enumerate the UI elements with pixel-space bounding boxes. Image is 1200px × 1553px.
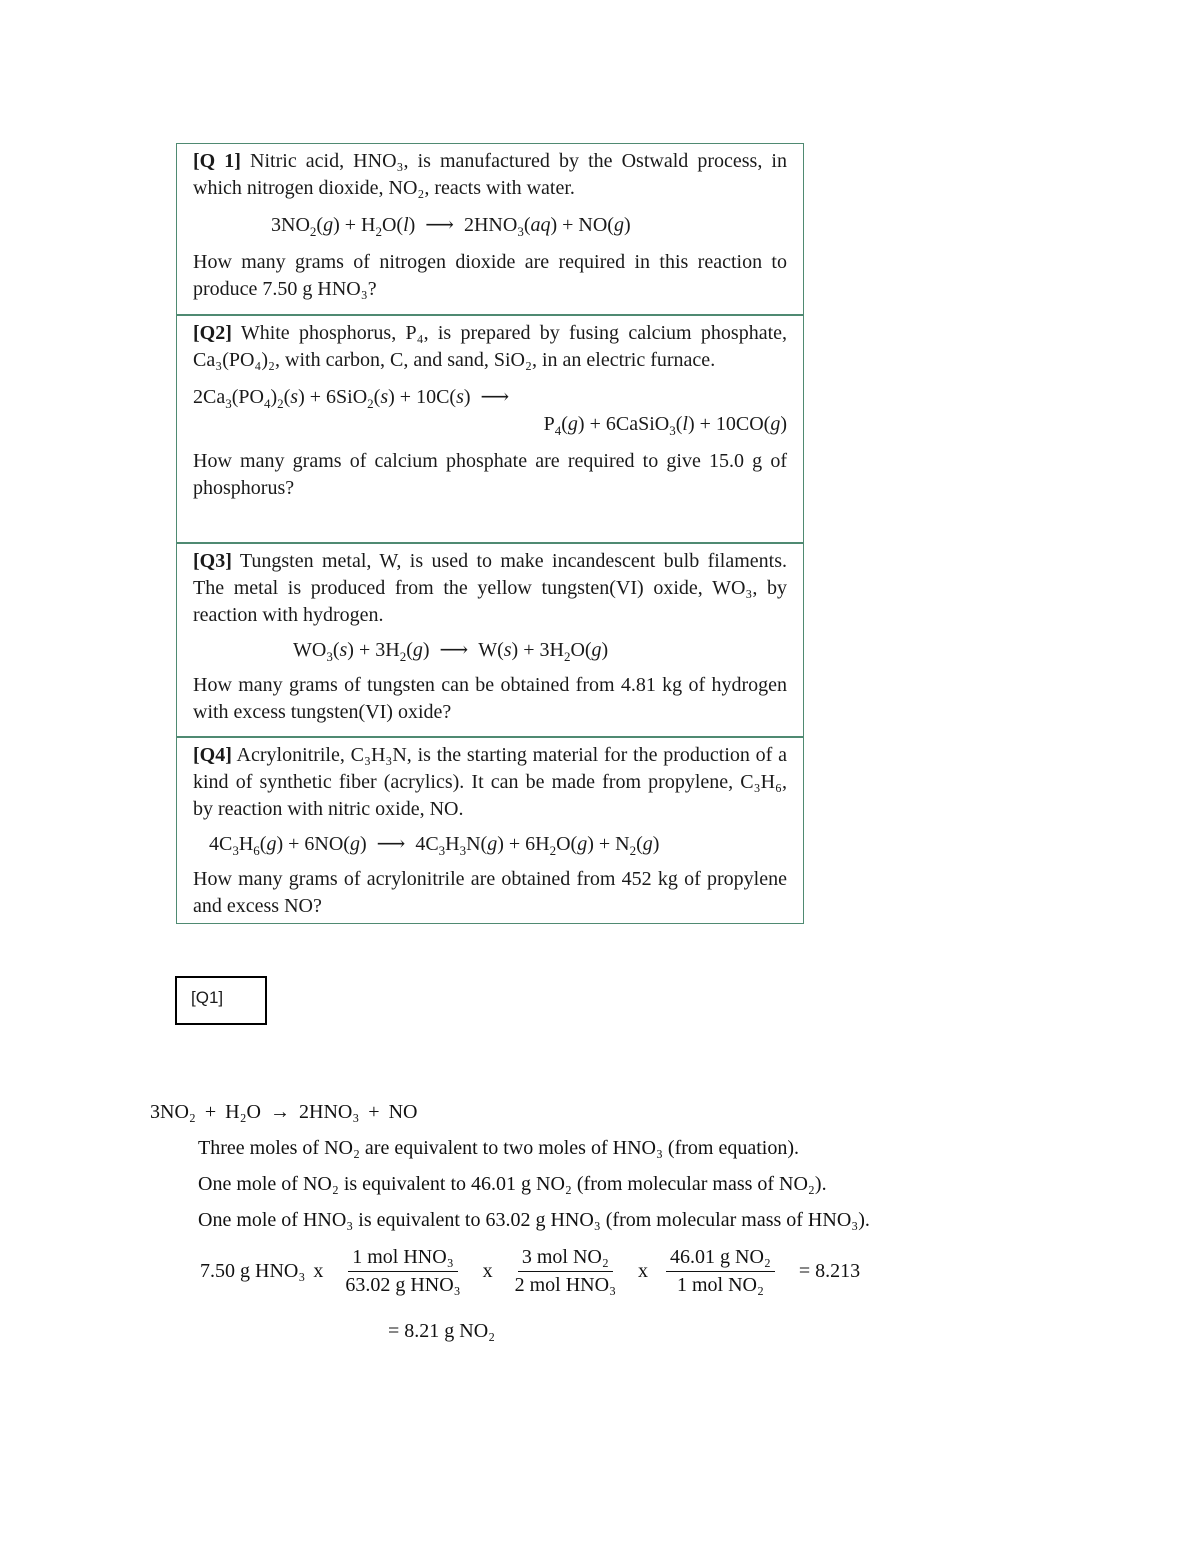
question-1-equation: $3NO_2(g) + H_2O(l)$ ⟶ $2HNO_3(aq) + NO(g)$	[271, 214, 631, 239]
solution-line-3: One mole of HNO₃ is equivalent to 63.02 g HNO₃ (from molecular mass of HNO₃).	[198, 1209, 870, 1231]
fraction-1	[341, 1246, 464, 1297]
solution-line-1: Three moles of NO₂ are equivalent to two moles of HNO₃ (from equation).	[198, 1137, 799, 1159]
fraction-3-numerator: 46.01 g NO₂	[666, 1246, 775, 1272]
question-3-equation: $WO_3(s) + 3H_2(g)$ ⟶ $W(s) + 3H_2O(g)$	[293, 639, 609, 664]
times-sign: x	[313, 1260, 324, 1282]
question-1-tag: [Q 1]	[193, 150, 241, 172]
question-4-box	[176, 737, 804, 924]
question-2-equation-line1: $2Ca_3(PO_4)_2(s) + 6SiO_2(s) + 10C(s)$ ⟶	[193, 386, 510, 411]
question-1-prompt: How many grams of nitrogen dioxide are required in this reaction to produce 7.50 g HNO₃?	[193, 251, 787, 300]
question-4-intro: [Q4] Acrylonitrile, C₃H₃N, is the starting material for the production of a kind of synthetic fiber (acrylics). It can be made from propylene, C₃H₆, by reaction with nitric oxide, NO.	[193, 744, 787, 820]
fraction-2	[511, 1246, 620, 1297]
calc-result: = 8.213	[798, 1260, 861, 1282]
solution-equation: 3NO₂ + H₂O → 2HNO₃ + NO	[150, 1101, 418, 1123]
question-2-equation-line2: $P_4(g)$ + 6CaSiO$_3$(l) + 10CO(g)	[543, 413, 787, 438]
question-2-box	[176, 315, 804, 543]
question-3-intro: [Q3] Tungsten metal, W, is used to make incandescent bulb filaments. The metal is produced from the yellow tungsten(VI) oxide, WO₃, by reaction with hydrogen.	[193, 550, 787, 626]
question-1-box	[176, 143, 804, 315]
question-4-prompt: How many grams of acrylonitrile are obtained from 452 kg of propylene and excess NO?	[193, 868, 787, 917]
fraction-1-denominator: 63.02 g HNO₃	[345, 1274, 461, 1296]
question-3-prompt: How many grams of tungsten can be obtained from 4.81 kg of hydrogen with excess tungsten(VI) oxide?	[193, 674, 787, 723]
question-2-intro: [Q2] White phosphorus, P₄, is prepared by fusing calcium phosphate, Ca₃(PO₄)₂, with carbon, C, and sand, SiO₂, in an electric furnace.	[193, 322, 787, 371]
times-sign: x	[482, 1260, 493, 1282]
solution-calculation	[200, 1246, 860, 1297]
fraction-1-numerator: 1 mol HNO₃	[348, 1246, 457, 1272]
fraction-3	[666, 1246, 775, 1297]
fraction-2-denominator: 2 mol HNO₃	[514, 1274, 617, 1296]
question-4-tag: [Q4]	[193, 744, 232, 766]
question-4-equation: $4C_3H_6(g) + 6NO(g)$ ⟶ $4C_3H_3N(g) + 6H_2O(g) + N_2(g)$	[209, 833, 660, 858]
answer-label: [Q1]	[175, 976, 267, 1025]
question-2-tag: [Q2]	[193, 322, 232, 344]
solution-line-2: One mole of NO₂ is equivalent to 46.01 g NO₂ (from molecular mass of NO₂).	[198, 1173, 827, 1195]
calc-start: 7.50 g HNO₃	[200, 1260, 306, 1282]
question-2-prompt: How many grams of calcium phosphate are required to give 15.0 g of phosphorus?	[193, 450, 787, 499]
question-1-intro: [Q 1] Nitric acid, HNO₃, is manufactured by the Ostwald process, in which nitrogen dioxide, NO₂, reacts with water.	[193, 150, 787, 199]
question-3-tag: [Q3]	[193, 550, 232, 572]
fraction-2-numerator: 3 mol NO₂	[518, 1246, 613, 1272]
times-sign: x	[638, 1260, 649, 1282]
solution-final: = 8.21 g NO₂	[388, 1320, 496, 1342]
fraction-3-denominator: 1 mol NO₂	[676, 1274, 764, 1296]
question-3-box	[176, 543, 804, 737]
